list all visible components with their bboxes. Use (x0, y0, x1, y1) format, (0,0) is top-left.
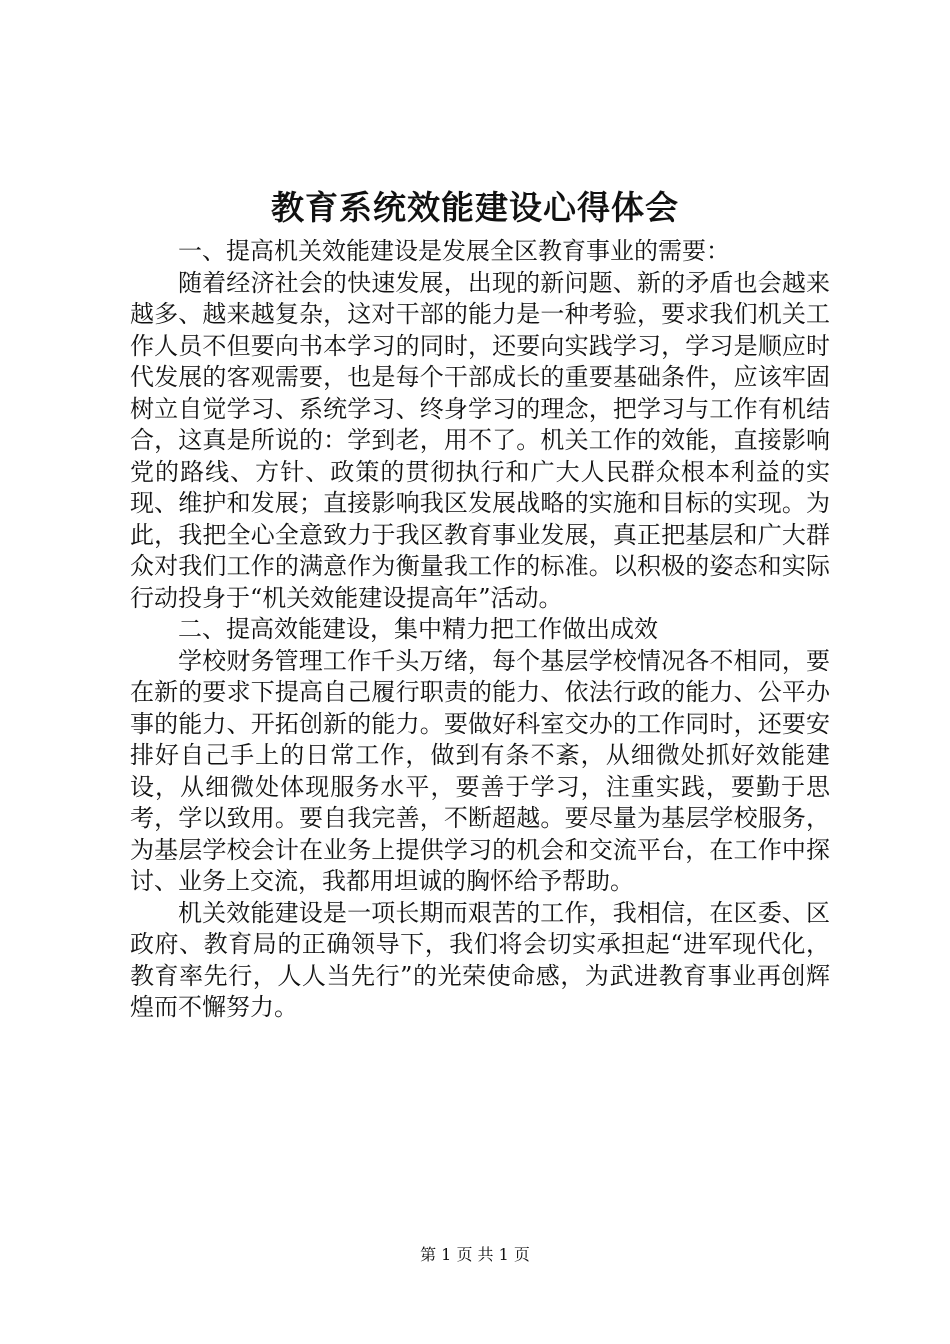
paragraph-3: 机关效能建设是一项长期而艰苦的工作，我相信，在区委、区政府、教育局的正确领导下，我们将会切实承担起“进军现代化，教育率先行，人人当先行”的光荣使命感，为武进教育事业再创辉煌而不懈努力。 (130, 898, 830, 1021)
paragraph-2: 学校财务管理工作千头万绪，每个基层学校情况各不相同，要在新的要求下提高自己履行职责的能力、依法行政的能力、公平办事的能力、开拓创新的能力。要做好科室交办的工作同时，还要安排好自己手上的日常工作，做到有条不紊，从细微处抓好效能建设，从细微处体现服务水平，要善于学习，注重实践，要勤于思考，学以致用。要自我完善，不断超越。要尽量为基层学校服务，为基层学校会计在业务上提供学习的机会和交流平台，在工作中探讨、业务上交流，我都用坦诚的胸怀给予帮助。 (130, 646, 830, 895)
document-title: 教育系统效能建设心得体会 (271, 188, 679, 227)
section-heading-1: 一、提高机关效能建设是发展全区教育事业的需要： (178, 237, 730, 265)
document-body (130, 236, 830, 1024)
section-heading-2: 二、提高效能建设，集中精力把工作做出成效 (178, 615, 658, 643)
page-footer: 第 1 页 共 1 页 (420, 1245, 530, 1264)
paragraph-1: 随着经济社会的快速发展，出现的新问题、新的矛盾也会越来越多、越来越复杂，这对干部的能力是一种考验，要求我们机关工作人员不但要向书本学习的同时，还要向实践学习，学习是顺应时代发展的客观需要，也是每个干部成长的重要基础条件，应该牢固树立自觉学习、系统学习、终身学习的理念，把学习与工作有机结合，这真是所说的：学到老，用不了。机关工作的效能，直接影响党的路线、方针、政策的贯彻执行和广大人民群众根本利益的实现、维护和发展；直接影响我区发展战略的实施和目标的实现。为此，我把全心全意致力于我区教育事业发展，真正把基层和广大群众对我们工作的满意作为衡量我工作的标准。以积极的姿态和实际行动投身于“机关效能建设提高年”活动。 (130, 268, 830, 612)
